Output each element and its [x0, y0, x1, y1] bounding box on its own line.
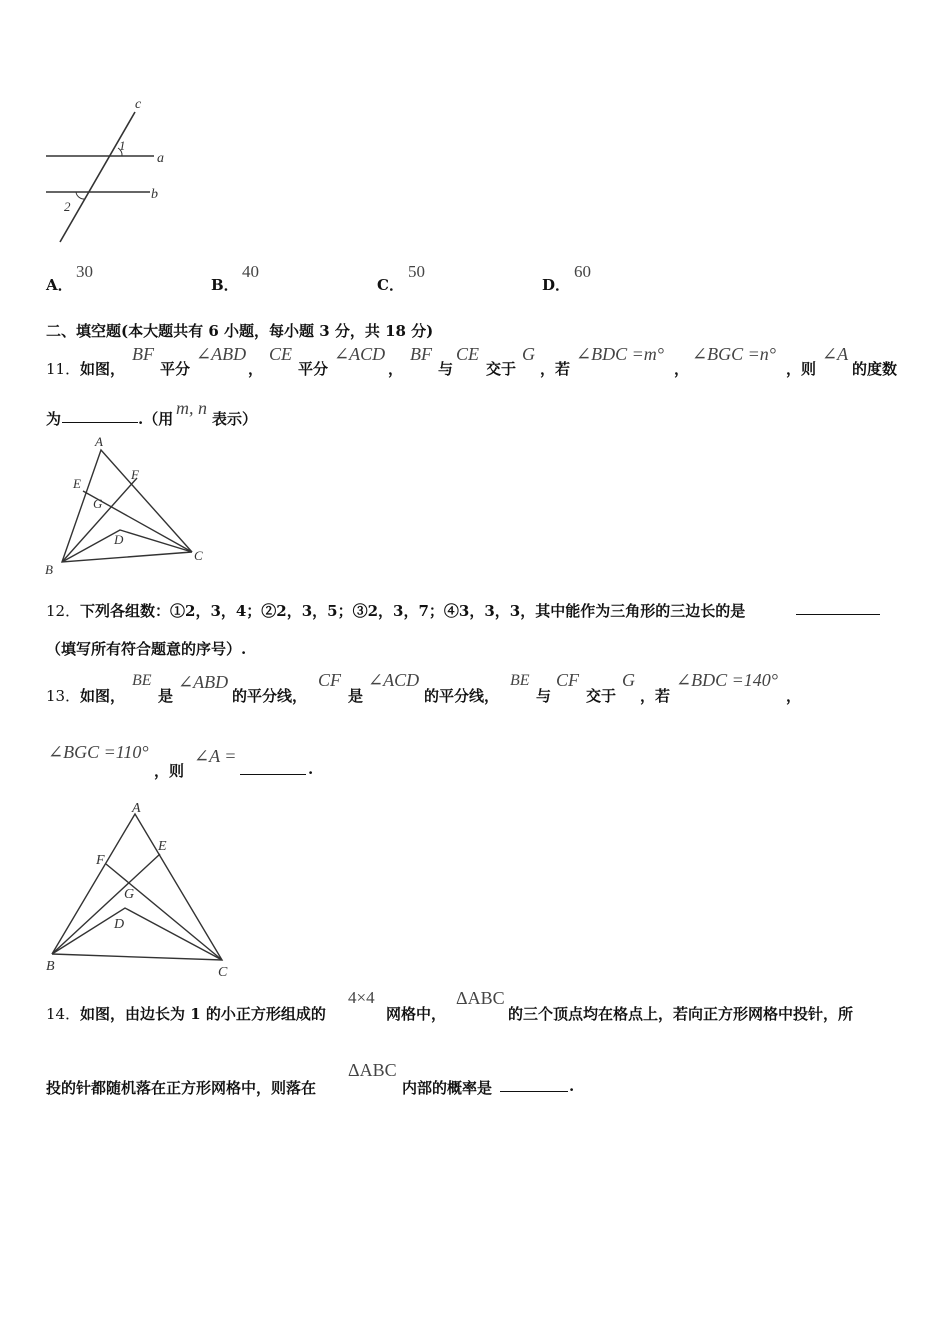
q11-angle-a: ∠A — [822, 344, 849, 364]
q11-text: 为 — [46, 410, 62, 428]
option-a-letter: A． — [46, 276, 73, 294]
q13-text: 交于 — [586, 687, 617, 705]
q11-text: 的度数 — [852, 360, 898, 378]
q13-line-bdc — [52, 908, 222, 960]
q11-angle-bdc: ∠BDC =m° — [576, 344, 664, 364]
q13-text: 如图， — [80, 687, 126, 705]
q13-label-d: D — [114, 917, 125, 932]
q11-outer-triangle — [62, 450, 192, 562]
q13-angle-acd: ∠ACD — [368, 670, 420, 690]
q11-bf2: BF — [410, 344, 432, 364]
q11-angle-abd: ∠ABD — [196, 344, 247, 364]
q14-text: 内部的概率是 — [402, 1079, 493, 1097]
q11-label-b: B — [45, 562, 53, 577]
q13-triangle-figure — [40, 798, 240, 980]
label-angle-2: 2 — [64, 199, 71, 214]
label-angle-1: 1 — [119, 138, 126, 153]
q13-text: ，则 — [154, 762, 185, 780]
q12-number: 12． — [46, 602, 81, 620]
question-14-line1 — [46, 988, 916, 1024]
option-c-letter: C． — [377, 276, 404, 294]
question-11-line2 — [46, 398, 446, 430]
option-d-value: 60 — [574, 262, 591, 281]
option-c-value: 50 — [408, 262, 425, 281]
q13-line-be — [52, 854, 160, 954]
q13-text: 的平分线， — [424, 687, 500, 705]
q13-label-b: B — [46, 959, 55, 974]
q13-angle-abd: ∠ABD — [178, 672, 229, 692]
q11-number: 11． — [46, 360, 81, 378]
q13-label-f: F — [96, 853, 105, 868]
angle-2-arc — [76, 192, 84, 199]
q13-line-cf — [106, 864, 222, 960]
q14-text: 网格中， — [386, 1005, 447, 1023]
q11-text: .（用 — [138, 410, 174, 428]
q14-answer-blank[interactable] — [500, 1077, 568, 1092]
q13-label-c: C — [218, 965, 228, 980]
q11-text: ， — [674, 360, 690, 378]
label-b: b — [151, 187, 158, 202]
q12-text: 下列各组数：①2，3，4；②2，3，5；③2，3，7；④3，3，3，其中能作为三角形的三边长的是 — [80, 602, 746, 620]
q11-ce2: CE — [456, 344, 480, 364]
q11-angle-acd: ∠ACD — [334, 344, 386, 364]
q13-text: 与 — [536, 687, 552, 705]
q14-text: 如图，由边长为 1 的小正方形组成的 — [80, 1005, 326, 1023]
q11-mn: m, n — [176, 398, 207, 418]
q13-be2: BE — [510, 672, 530, 689]
question-14-line2 — [46, 1060, 646, 1100]
q11-label-c: C — [194, 548, 203, 563]
q14-triangle-abc-2: ΔABC — [348, 1060, 397, 1080]
q11-text: 如图， — [80, 360, 126, 378]
q11-answer-blank[interactable] — [62, 408, 138, 423]
question-13-line1 — [46, 670, 916, 704]
q11-label-e: E — [73, 476, 81, 491]
option-b-letter: B． — [211, 276, 239, 294]
parallel-lines-figure — [40, 92, 180, 252]
q13-text: ， — [786, 687, 802, 705]
q11-angle-bgc: ∠BGC =n° — [692, 344, 776, 364]
q11-text: ，若 — [540, 360, 571, 378]
label-a: a — [157, 151, 164, 166]
section-heading: 二、填空题(本大题共有 6 小题，每小题 3 分，共 18 分) — [46, 322, 434, 340]
q14-text: 的三个顶点均在格点上，若向正方形网格中投针，所 — [508, 1005, 854, 1023]
q13-angle-a: ∠A = — [194, 746, 237, 766]
q11-text: 平分 — [160, 360, 191, 378]
option-a-value: 30 — [76, 262, 93, 281]
q11-ce: CE — [269, 344, 293, 364]
q13-label-a: A — [132, 801, 141, 816]
option-b-value: 40 — [242, 262, 259, 281]
q11-label-f: F — [131, 467, 139, 482]
q13-angle-bgc: ∠BGC =110° — [48, 742, 149, 762]
q11-label-d: D — [114, 532, 124, 547]
q13-angle-bdc: ∠BDC =140° — [676, 670, 778, 690]
question-11-line1 — [46, 344, 916, 378]
q13-cf2: CF — [556, 670, 580, 690]
question-13-line2 — [46, 742, 446, 780]
label-c: c — [135, 97, 142, 112]
line-c — [60, 112, 135, 242]
q13-label-g: G — [124, 887, 135, 902]
q14-triangle-abc: ΔABC — [456, 988, 505, 1008]
q13-text: 的平分线， — [232, 687, 308, 705]
q13-number: 13． — [46, 687, 81, 705]
question-12 — [46, 600, 916, 660]
q14-grid-size: 4×4 — [348, 988, 375, 1007]
q11-text: 交于 — [486, 360, 517, 378]
q13-text: 是 — [158, 687, 174, 705]
q11-triangle-figure — [40, 434, 220, 580]
q11-label-g: G — [93, 496, 103, 511]
q14-number: 14． — [46, 1005, 81, 1023]
q13-g: G — [622, 670, 635, 690]
q12-line2: （填写所有符合题意的序号）. — [46, 640, 247, 658]
q13-text: ，若 — [640, 687, 671, 705]
q13-be: BE — [132, 672, 152, 689]
q13-answer-blank[interactable] — [240, 760, 306, 775]
q11-bf: BF — [132, 344, 154, 364]
q12-answer-blank[interactable] — [796, 600, 880, 615]
q11-text: 表示） — [212, 410, 258, 428]
q13-text: . — [308, 760, 314, 778]
q11-text: ， — [388, 360, 404, 378]
q14-text: . — [569, 1077, 575, 1095]
q14-text: 投的针都随机落在正方形网格中，则落在 — [46, 1079, 317, 1097]
q11-text: ，则 — [786, 360, 817, 378]
q11-text: ， — [248, 360, 264, 378]
q11-g: G — [522, 344, 535, 364]
q11-text: 与 — [438, 360, 454, 378]
q13-cf: CF — [318, 670, 342, 690]
q11-text: 平分 — [298, 360, 329, 378]
q13-text: 是 — [348, 687, 364, 705]
q11-label-a: A — [95, 434, 103, 449]
option-d-letter: D． — [542, 276, 571, 294]
options-row — [46, 262, 666, 292]
q13-label-e: E — [158, 839, 167, 854]
